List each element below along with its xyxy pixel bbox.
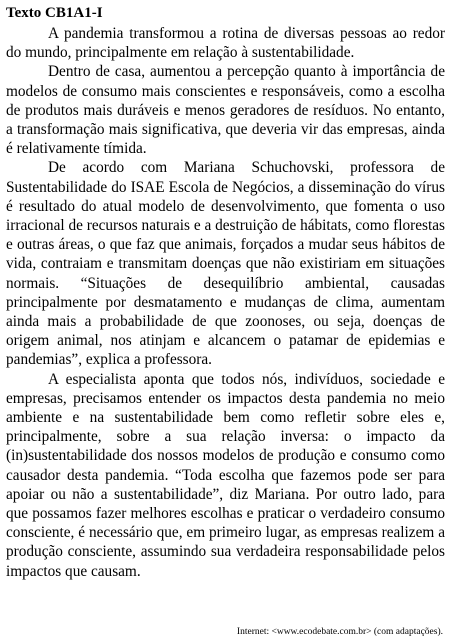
source-citation: Internet: <www.ecodebate.com.br> (com adaptações). bbox=[236, 627, 443, 637]
paragraph-1: A pandemia transformou a rotina de diversas pessoas ao redor do mundo, principalmente em relação à sustentabilidade. bbox=[6, 25, 445, 62]
paragraph-4: A especialista aponta que todos nós, indivíduos, sociedade e empresas, precisamos entender os impactos desta pandemia no meio ambiente e na sustentabilidade bem como refletir sobre eles e, principalmente, sobre a sua relação inversa: o impacto da (in)sustentabilidade dos nossos modelos de produção e consumo como causador desta pandemia. “Toda escolha que fazemos pode ser para apoiar ou não a sustentabilidade”, diz Mariana. Por outro lado, para que possamos fazer melhores escolhas e praticar o verdadeiro consumo consciente, é necessário que, em primeiro lugar, as empresas realizem a produção consciente, assumindo sua verdadeira responsabilidade pelos impactos que causam. bbox=[6, 370, 445, 580]
paragraph-2: Dentro de casa, aumentou a percepção quanto à importância de modelos de consumo mais conscientes e responsáveis, como a escolha de produtos mais duráveis e menos geradores de resíduos. No entanto, a transformação mais significativa, que deveria vir das empresas, ainda é relativamente tímida. bbox=[6, 63, 445, 158]
document-title: Texto CB1A1-I bbox=[6, 5, 103, 21]
paragraph-3: De acordo com Mariana Schuchovski, professora de Sustentabilidade do ISAE Escola de Negócios, a disseminação do vírus é resultado do atual modelo de desenvolvimento, que fomenta o uso irracional de recursos naturais e a destruição de hábitats, como florestas e outras áreas, o que faz que animais, forçados a mudar seus hábitos de vida, contraiam e transmitam doenças que não existiriam em situações normais. “Situações de desequilíbrio ambiental, causadas principalmente por desmatamento e mudanças de clima, aumentam ainda mais a probabilidade de que zoonoses, ou seja, doenças de origem animal, nos atinjam e alcancem o patamar de epidemias e pandemias”, explica a professora. bbox=[6, 159, 445, 369]
